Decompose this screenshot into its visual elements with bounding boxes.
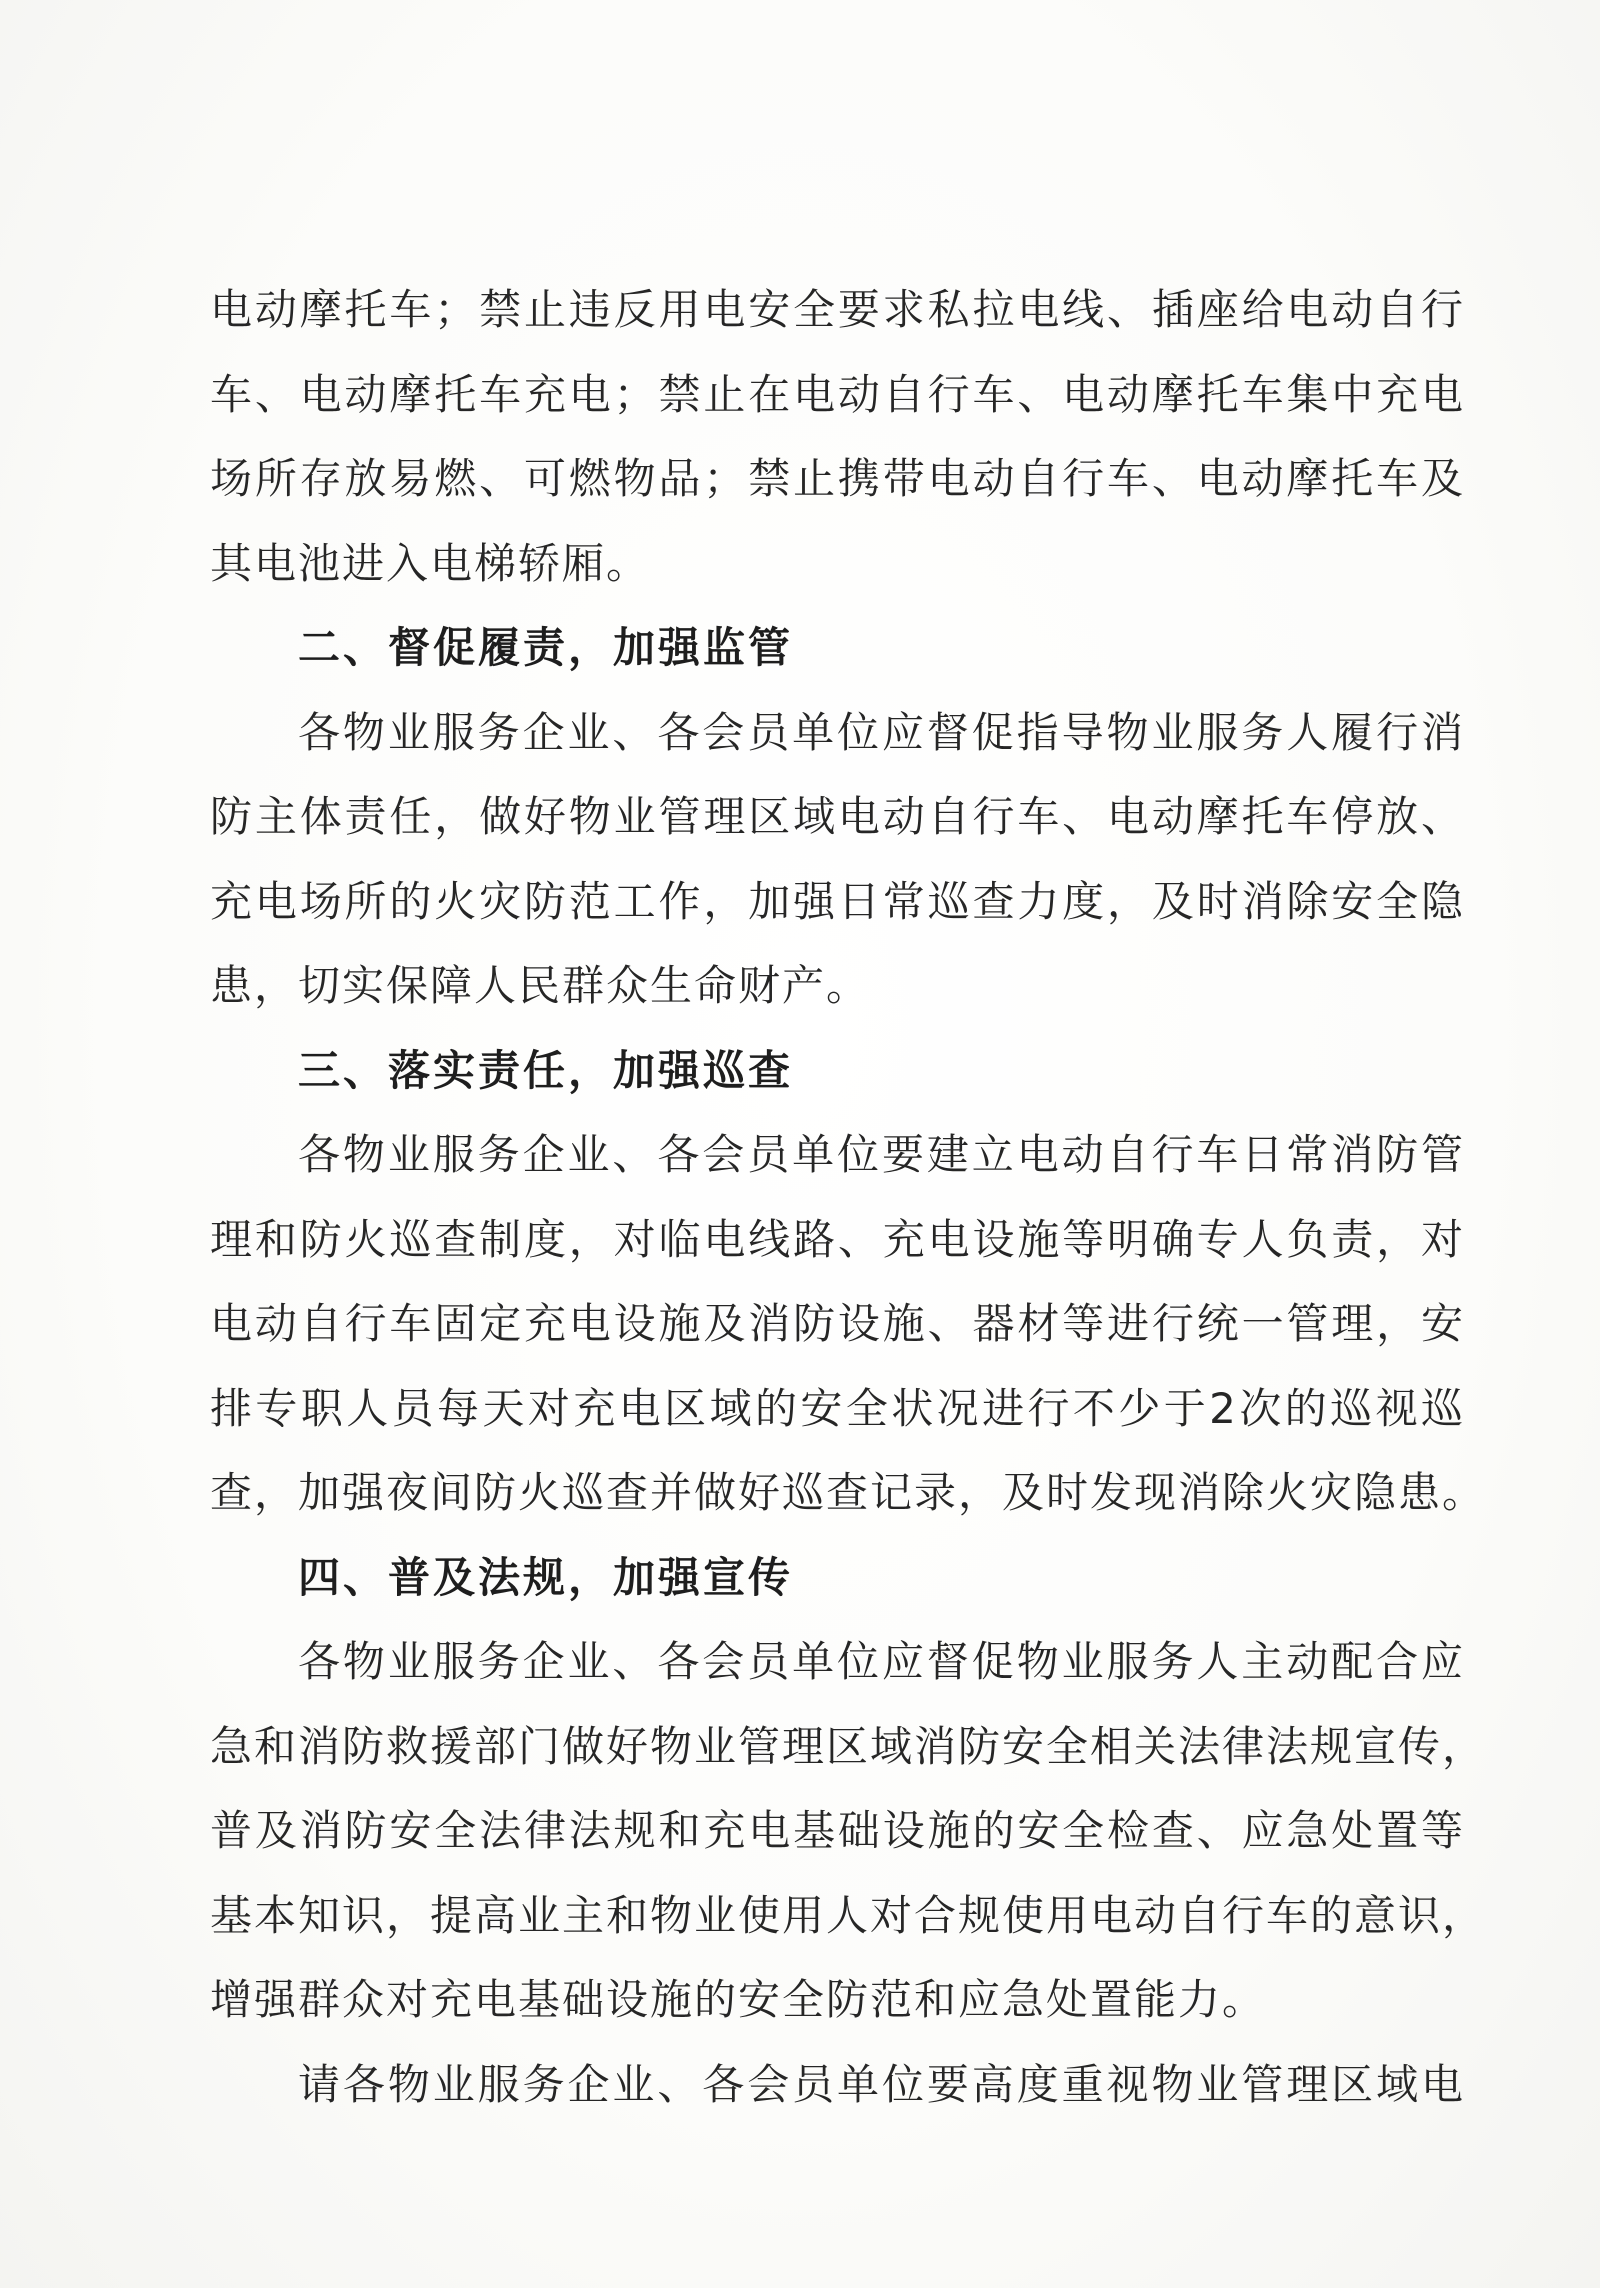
text-line: 基本知识，提高业主和物业使用人对合规使用电动自行车的意识， <box>210 1890 1487 1940</box>
text-line: 增强群众对充电基础设施的安全防范和应急处置能力。 <box>210 1975 1267 2024</box>
text-line: 电动自行车固定充电设施及消防设施、器材等进行统一管理，安 <box>210 1299 1465 1348</box>
text-line: 各物业服务企业、各会员单位要建立电动自行车日常消防管 <box>298 1130 1465 1179</box>
text-line: 排专职人员每天对充电区域的安全状况进行不少于2次的巡视巡 <box>210 1383 1465 1433</box>
text-line: 急和消防救援部门做好物业管理区域消防安全相关法律法规宣传， <box>210 1721 1487 1771</box>
text-line: 充电场所的火灾防范工作，加强日常巡查力度，及时消除安全隐 <box>210 876 1465 926</box>
text-line: 电动摩托车；禁止违反用电安全要求私拉电线、插座给电动自行 <box>210 285 1465 334</box>
section-2-heading: 二、督促履责，加强监管 <box>298 623 794 672</box>
text-line: 理和防火巡查制度，对临电线路、充电设施等明确专人负责，对 <box>210 1214 1465 1264</box>
intro-paragraph <box>210 268 1465 606</box>
text-line: 防主体责任，做好物业管理区域电动自行车、电动摩托车停放、 <box>210 792 1465 841</box>
text-line: 车、电动摩托车充电；禁止在电动自行车、电动摩托车集中充电 <box>210 369 1465 419</box>
text-line: 各物业服务企业、各会员单位应督促物业服务人主动配合应 <box>298 1637 1465 1686</box>
text-line: 普及消防安全法律法规和充电基础设施的安全检查、应急处置等 <box>210 1806 1465 1855</box>
document-body <box>210 268 1487 2127</box>
section-2-paragraph <box>210 691 1465 1029</box>
text-line: 请各物业服务企业、各会员单位要高度重视物业管理区域电 <box>298 2059 1465 2109</box>
closing-paragraph <box>210 2043 1465 2128</box>
section-4-paragraph <box>210 1620 1487 2043</box>
section-3-paragraph <box>210 1113 1487 1536</box>
text-line: 患，切实保障人民群众生命财产。 <box>210 961 871 1010</box>
text-line: 其电池进入电梯轿厢。 <box>210 538 651 588</box>
text-line: 各物业服务企业、各会员单位应督促指导物业服务人履行消 <box>298 707 1465 757</box>
section-3-heading: 三、落实责任，加强巡查 <box>298 1045 794 1095</box>
section-4-heading: 四、普及法规，加强宣传 <box>298 1552 794 1602</box>
text-line: 场所存放易燃、可燃物品；禁止携带电动自行车、电动摩托车及 <box>210 454 1465 503</box>
text-line: 查，加强夜间防火巡查并做好巡查记录，及时发现消除火灾隐患。 <box>210 1468 1487 1517</box>
